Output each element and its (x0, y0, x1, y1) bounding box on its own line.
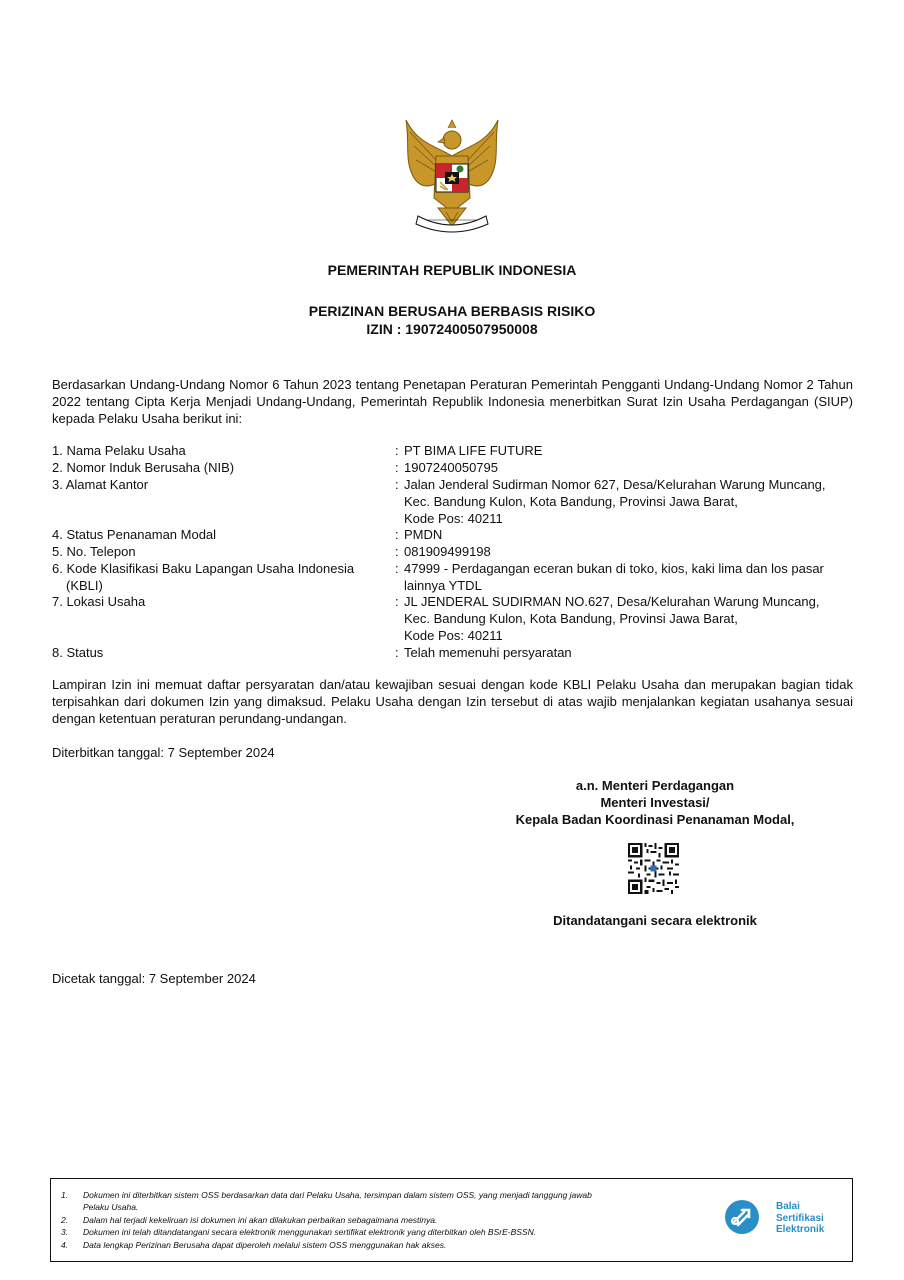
qr-code (628, 843, 679, 894)
footer-note-number: 2. (61, 1214, 69, 1225)
bsre-line: Sertifikasi (776, 1212, 824, 1224)
detail-value: Jalan Jenderal Sudirman Nomor 627, Desa/Kelurahan Warung Muncang, (404, 477, 826, 492)
footer-note-cont (59, 1201, 739, 1213)
detail-value: 1907240050795 (404, 460, 498, 475)
signatory-line: a.n. Menteri Perdagangan (575, 778, 735, 793)
detail-value: 081909499198 (404, 544, 491, 559)
detail-colon: : (395, 544, 399, 559)
detail-label: 6. Kode Klasifikasi Baku Lapangan Usaha Indonesia (52, 561, 355, 576)
closing-paragraph: Lampiran Izin ini memuat daftar persyaratan dan/atau kewajiban sesuai dengan kode KBLI Pelaku Usaha dan merupakan bagian tidak terpisahkan dari dokumen Izin yang dimaksud. Pelaku Usaha dengan Izin tersebut di atas wajib menjalankan kegiatan usahanya sesuai dengan ketentuan peraturan perundang-undangan. (52, 677, 853, 726)
signatory-line: Menteri Investasi/ (600, 795, 710, 810)
detail-colon: : (395, 443, 399, 458)
detail-colon: : (395, 594, 399, 609)
footer-note-text: Data lengkap Perizinan Berusaha dapat diperoleh melalui sistem OSS menggunakan hak akses. (83, 1239, 447, 1250)
footer-note-number: 4. (61, 1239, 69, 1250)
detail-label: 3. Alamat Kantor (52, 477, 149, 492)
footer-notes-list (59, 1189, 739, 1251)
permit-title: PERIZINAN BERUSAHA BERBASIS RISIKO (308, 303, 596, 319)
detail-label: 1. Nama Pelaku Usaha (52, 443, 186, 458)
detail-colon: : (395, 460, 399, 475)
detail-value: Kec. Bandung Kulon, Kota Bandung, Provinsi Jawa Barat, (404, 611, 738, 626)
detail-value: Telah memenuhi persyaratan (404, 645, 572, 660)
government-heading: PEMERINTAH REPUBLIK INDONESIA (327, 262, 577, 278)
footer-note-text: Dalam hal terjadi kekeliruan isi dokumen ini akan dilakukan perbaikan sebagaimana mestinya. (83, 1214, 438, 1225)
garuda-emblem (396, 116, 508, 238)
detail-value: Kec. Bandung Kulon, Kota Bandung, Provinsi Jawa Barat, (404, 494, 738, 509)
detail-label: 4. Status Penanaman Modal (52, 527, 217, 542)
signatory-block (460, 777, 850, 828)
detail-label: 2. Nomor Induk Berusaha (NIB) (52, 460, 235, 475)
detail-colon: : (395, 645, 399, 660)
footer-notes-box (50, 1178, 853, 1262)
detail-colon: : (395, 477, 399, 492)
footer-note-number: 3. (61, 1227, 69, 1238)
detail-label: 7. Lokasi Usaha (52, 594, 146, 609)
detail-value: PT BIMA LIFE FUTURE (404, 443, 543, 458)
footer-note-text: Pelaku Usaha. (83, 1202, 139, 1213)
bsre-line: Elektronik (776, 1224, 825, 1235)
detail-colon: : (395, 561, 399, 576)
detail-value: JL JENDERAL SUDIRMAN NO.627, Desa/Kelurahan Warung Muncang, (404, 594, 820, 609)
detail-value: 47999 - Perdagangan eceran bukan di toko, kios, kaki lima dan los pasar (404, 561, 824, 576)
footer-note (59, 1214, 739, 1226)
detail-value: PMDN (404, 527, 443, 542)
detail-label: 8. Status (52, 645, 104, 660)
footer-note (59, 1239, 739, 1251)
bsre-line: Balai (776, 1201, 800, 1212)
printed-date: Dicetak tanggal: 7 September 2024 (52, 971, 256, 986)
issued-date: Diterbitkan tanggal: 7 September 2024 (52, 745, 275, 760)
footer-note-text: Dokumen ini diterbitkan sistem OSS berdasarkan data dari Pelaku Usaha, tersimpan dalam sistem OSS, yang menjadi tanggung jawab (83, 1190, 592, 1200)
detail-label: (KBLI) (66, 578, 103, 593)
detail-value: lainnya YTDL (404, 578, 482, 593)
electronic-signature-note: Ditandatangani secara elektronik (553, 913, 757, 928)
footer-note (59, 1226, 739, 1238)
detail-value: Kode Pos: 40211 (404, 511, 503, 526)
detail-label: 5. No. Telepon (52, 544, 136, 559)
detail-colon: : (395, 527, 399, 542)
signatory-line: Kepala Badan Koordinasi Penanaman Modal, (515, 812, 795, 827)
footer-note-text: Dokumen ini telah ditandatangani secara elektronik menggunakan sertifikat elektronik yang diterbitkan oleh BSrE-BSSN. (83, 1227, 537, 1238)
footer-note-number: 1. (61, 1190, 69, 1200)
detail-value: Kode Pos: 40211 (404, 628, 503, 643)
bsre-logo-text (776, 1201, 824, 1236)
footer-note (59, 1189, 739, 1201)
intro-paragraph: Berdasarkan Undang-Undang Nomor 6 Tahun 2023 tentang Penetapan Peraturan Pemerintah Pengganti Undang-Undang Nomor 2 Tahun 2022 tentang Cipta Kerja Menjadi Undang-Undang, Pemerintah Republik Indonesia menerbitkan Surat Izin Usaha Perdagangan (SIUP) kepada Pelaku Usaha berikut ini: (52, 377, 853, 426)
bsre-logo-icon (724, 1199, 760, 1235)
permit-number: IZIN : 19072400507950008 (366, 321, 538, 337)
